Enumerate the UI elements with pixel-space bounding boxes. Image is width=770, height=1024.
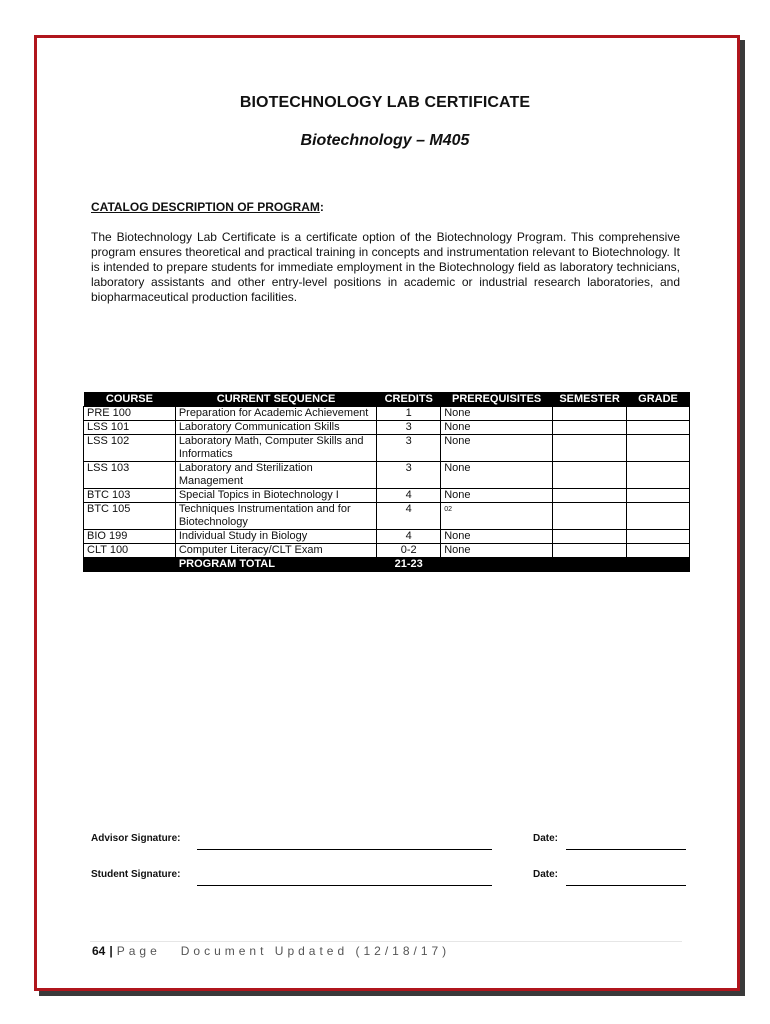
semester-cell[interactable] [553,530,627,544]
total-empty-cell [553,558,627,572]
semester-cell[interactable] [553,544,627,558]
page-title: BIOTECHNOLOGY LAB CERTIFICATE [239,94,531,111]
semester-cell[interactable] [553,421,627,435]
page-word: Page [116,944,161,958]
course-sequence: Computer Literacy/CLT Exam [175,544,376,558]
student-signature-line[interactable] [197,885,492,886]
advisor-signature-line[interactable] [197,849,492,850]
catalog-heading-colon: : [319,200,324,214]
table-row [84,421,690,435]
course-credits: 4 [377,489,441,503]
table-row [84,489,690,503]
table-row [84,530,690,544]
catalog-heading-text: CATALOG DESCRIPTION OF PROGRAM [91,200,320,214]
course-code: BTC 103 [84,489,176,503]
program-total-label: PROGRAM TOTAL [175,558,376,572]
course-sequence: Laboratory Math, Computer Skills and Informatics [175,435,376,462]
header-prerequisites: PREREQUISITES [441,392,553,407]
footer-separator: | [109,944,113,958]
grade-cell[interactable] [627,407,690,421]
student-date-label: Date: [533,869,559,880]
grade-cell[interactable] [627,421,690,435]
total-empty-cell [84,558,176,572]
course-prereq: None [441,530,553,544]
course-sequence: Special Topics in Biotechnology I [175,489,376,503]
course-sequence: Laboratory Communication Skills [175,421,376,435]
course-prereq: 02 [441,503,553,530]
course-prereq: None [441,407,553,421]
course-prereq: None [441,462,553,489]
course-code: LSS 102 [84,435,176,462]
semester-cell[interactable] [553,503,627,530]
course-sequence: Preparation for Academic Achievement [175,407,376,421]
table-row [84,407,690,421]
advisor-date-line[interactable] [566,849,686,850]
course-credits: 1 [377,407,441,421]
course-table [83,392,690,572]
header-semester: SEMESTER [553,392,627,407]
course-code: BTC 105 [84,503,176,530]
course-credits: 3 [377,421,441,435]
table-row [84,503,690,530]
semester-cell[interactable] [553,489,627,503]
semester-cell[interactable] [553,462,627,489]
course-credits: 3 [377,435,441,462]
table-row [84,435,690,462]
course-sequence: Laboratory and Sterilization Management [175,462,376,489]
course-prereq: None [441,421,553,435]
course-code: LSS 103 [84,462,176,489]
course-code: CLT 100 [84,544,176,558]
page-number: 64 [92,944,106,958]
grade-cell[interactable] [627,462,690,489]
student-date-line[interactable] [566,885,686,886]
course-code: PRE 100 [84,407,176,421]
table-row [84,544,690,558]
semester-cell[interactable] [553,435,627,462]
grade-cell[interactable] [627,530,690,544]
course-credits: 4 [377,530,441,544]
grade-cell[interactable] [627,435,690,462]
header-course: COURSE [84,392,176,407]
grade-cell[interactable] [627,544,690,558]
course-sequence: Techniques Instrumentation and for Biotechnology [175,503,376,530]
table-row [84,462,690,489]
course-code: BIO 199 [84,530,176,544]
advisor-date-label: Date: [533,833,559,844]
course-prereq: None [441,435,553,462]
course-credits: 3 [377,462,441,489]
semester-cell[interactable] [553,407,627,421]
document-updated: Document Updated (12/18/17) [180,944,451,958]
header-grade: GRADE [627,392,690,407]
header-credits: CREDITS [377,392,441,407]
advisor-signature-label: Advisor Signature: [91,833,181,844]
total-empty-cell [627,558,690,572]
course-credits: 0-2 [377,544,441,558]
header-current-sequence: CURRENT SEQUENCE [175,392,376,407]
course-credits: 4 [377,503,441,530]
program-total-row [84,558,690,572]
course-prereq: None [441,489,553,503]
footer-divider [90,941,682,942]
page-footer [92,944,450,958]
total-empty-cell [441,558,553,572]
program-total-credits: 21-23 [377,558,441,572]
course-prereq: None [441,544,553,558]
catalog-heading [91,200,324,214]
course-sequence: Individual Study in Biology [175,530,376,544]
grade-cell[interactable] [627,489,690,503]
student-signature-label: Student Signature: [91,869,181,880]
catalog-description: The Biotechnology Lab Certificate is a certificate option of the Biotechnology Program. This comprehensive program ensures theoretical and practical training in concepts and instrumentation relevant to Biotechnology. It is intended to prepare students for immediate employment in the Biotechnology field as laboratory technicians, laboratory assistants and other entry-level positions in academic or industrial research laboratories, and biopharmaceutical production facilities. [91,230,680,304]
table-header-row [84,392,690,407]
program-subtitle: Biotechnology – M405 [300,132,470,149]
course-code: LSS 101 [84,421,176,435]
grade-cell[interactable] [627,503,690,530]
